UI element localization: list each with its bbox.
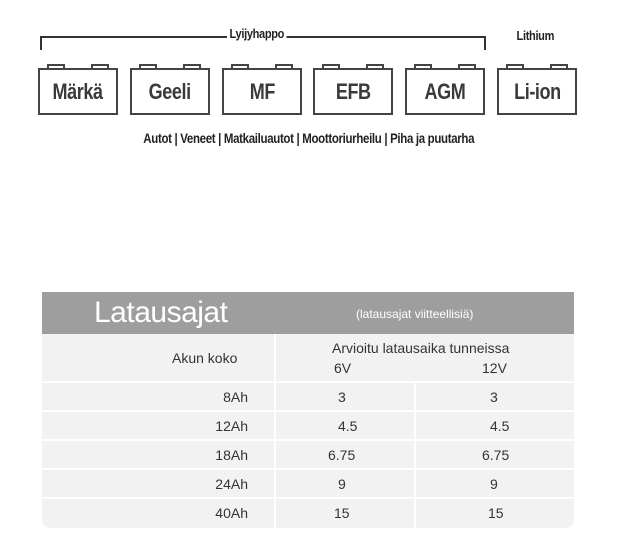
battery-icon-gel <box>130 64 210 115</box>
capacity-header: Akun koko <box>172 350 238 366</box>
voltage-12v-header: 12V <box>482 360 507 376</box>
battery-label: Geeli <box>148 78 192 104</box>
capacity-cell: 8Ah <box>223 389 248 405</box>
time-12v-cell: 15 <box>488 505 504 521</box>
battery-icon-efb <box>313 64 393 115</box>
time-6v-cell: 9 <box>338 476 346 492</box>
time-12v-cell: 3 <box>490 389 498 405</box>
voltage-6v-header: 6V <box>334 360 352 376</box>
table-note: (latausajat viitteellisiä) <box>356 307 474 321</box>
uses-text: Autot | Veneet | Matkailuautot | Moottoriurheilu | Piha ja puutarha <box>143 130 474 146</box>
table-title: Latausajat <box>94 296 228 329</box>
table-row <box>42 499 574 528</box>
capacity-cell: 24Ah <box>215 476 248 492</box>
time-6v-cell: 3 <box>338 389 346 405</box>
time-12v-cell: 9 <box>490 476 498 492</box>
battery-label: AGM <box>424 78 466 104</box>
battery-label: MF <box>249 78 275 104</box>
battery-icon-agm <box>405 64 485 115</box>
battery-icon-wet <box>38 64 118 115</box>
time-6v-cell: 4.5 <box>338 418 358 434</box>
time-6v-cell: 15 <box>334 505 350 521</box>
battery-icon-li-ion <box>497 64 577 115</box>
time-12v-cell: 4.5 <box>490 418 510 434</box>
time-6v-cell: 6.75 <box>328 447 356 463</box>
capacity-cell: 18Ah <box>215 447 248 463</box>
table-row <box>42 470 574 499</box>
battery-label: EFB <box>335 78 371 104</box>
time-12v-cell: 6.75 <box>482 447 510 463</box>
battery-label: Märkä <box>52 78 104 104</box>
charge-time-table <box>42 292 574 528</box>
battery-icon-mf <box>222 64 302 115</box>
time-header: Arvioitu latausaika tunneissa <box>332 340 510 356</box>
capacity-cell: 12Ah <box>215 418 248 434</box>
table-subheader <box>42 334 574 383</box>
table-row <box>42 412 574 441</box>
table-row <box>42 441 574 470</box>
table-row <box>42 383 574 412</box>
lithium-label: Lithium <box>514 28 557 43</box>
lead-acid-label: Lyijyhappo <box>227 26 287 41</box>
capacity-cell: 40Ah <box>215 505 248 521</box>
table-header <box>42 292 574 334</box>
uses-line <box>0 130 617 146</box>
battery-label: Li-ion <box>513 78 561 104</box>
